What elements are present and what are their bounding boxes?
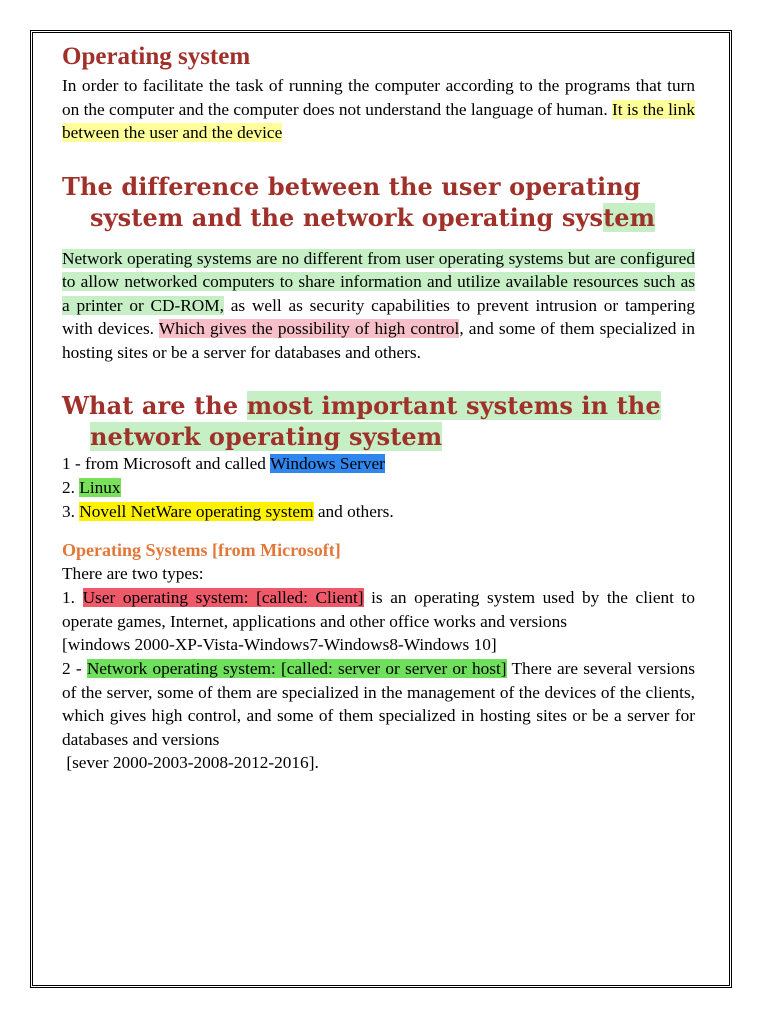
heading-operating-system: Operating system <box>62 43 251 70</box>
heading-difference-line2: system and the network operating sys <box>90 202 604 232</box>
list-item-2-highlight: Linux <box>79 478 121 497</box>
heading-important-a: What are the <box>62 391 247 420</box>
heading-important-systems <box>62 390 695 452</box>
type-2-prefix: 2 - <box>62 659 87 678</box>
type-2-versions: [sever 2000-2003-2008-2012-2016]. <box>62 753 319 772</box>
difference-highlight-green: Network operating systems are no different from user operating systems but are configured to allow networked computers to share information and utilize available resources such as a printer or CD-ROM, <box>62 248 695 315</box>
list-item-1-highlight: Windows Server <box>269 454 385 473</box>
list-item-1 <box>62 452 695 476</box>
heading-important-line2: network operating system <box>90 422 443 451</box>
type-2-highlight: Network operating system: [called: server or server or host] <box>86 659 507 678</box>
heading-microsoft-systems: Operating Systems [from Microsoft] <box>62 540 341 560</box>
type-1-versions: [windows 2000-XP-Vista-Windows7-Windows8-Windows 10] <box>62 635 497 654</box>
difference-highlight-pink: Which gives the possibility of high control <box>158 319 460 338</box>
heading-important-b: most important systems in the <box>246 391 661 420</box>
types-intro: There are two types: <box>62 564 204 583</box>
heading-difference-line1: The difference between the user operating <box>62 171 641 201</box>
difference-text-1: as well as security capabilities to prevent intrusion or tampering with devices. <box>62 295 696 338</box>
heading-difference-highlight: tem <box>603 202 656 232</box>
paragraph-intro <box>62 74 695 145</box>
list-item-3-text: 3. <box>62 502 80 521</box>
type-1-prefix: 1. <box>62 588 83 607</box>
list-item-3 <box>62 500 695 524</box>
list-item-2 <box>62 476 695 500</box>
document-content <box>62 40 695 775</box>
type-1-text: is an operating system used by the client to operate games, Internet, applications and other office works and versions <box>62 588 695 631</box>
intro-text: In order to facilitate the task of running the computer according to the programs that turn on the computer and the computer does not understand the language of human. <box>62 76 695 119</box>
type-1-highlight: User operating system: [called: Client] <box>82 588 364 607</box>
list-item-1-text: 1 - from Microsoft and called <box>62 454 270 473</box>
paragraph-type-2 <box>62 657 695 751</box>
difference-text-2: , and some of them specialized in hosting sites or be a server for databases and others. <box>62 319 695 362</box>
paragraph-difference <box>62 247 695 365</box>
type-2-text: There are several versions of the server, some of them are specialized in the management of the devices of the clients, which gives high control, and some of them specialized in hosting sites or be a server for databases and versions <box>62 659 695 749</box>
paragraph-type-1 <box>62 586 695 633</box>
intro-highlight: It is the link between the user and the device <box>62 99 696 142</box>
list-item-2-text: 2. <box>62 478 80 497</box>
list-item-3-tail: and others. <box>313 502 394 521</box>
list-item-3-highlight: Novell NetWare operating system <box>79 502 314 521</box>
heading-difference <box>62 171 695 233</box>
